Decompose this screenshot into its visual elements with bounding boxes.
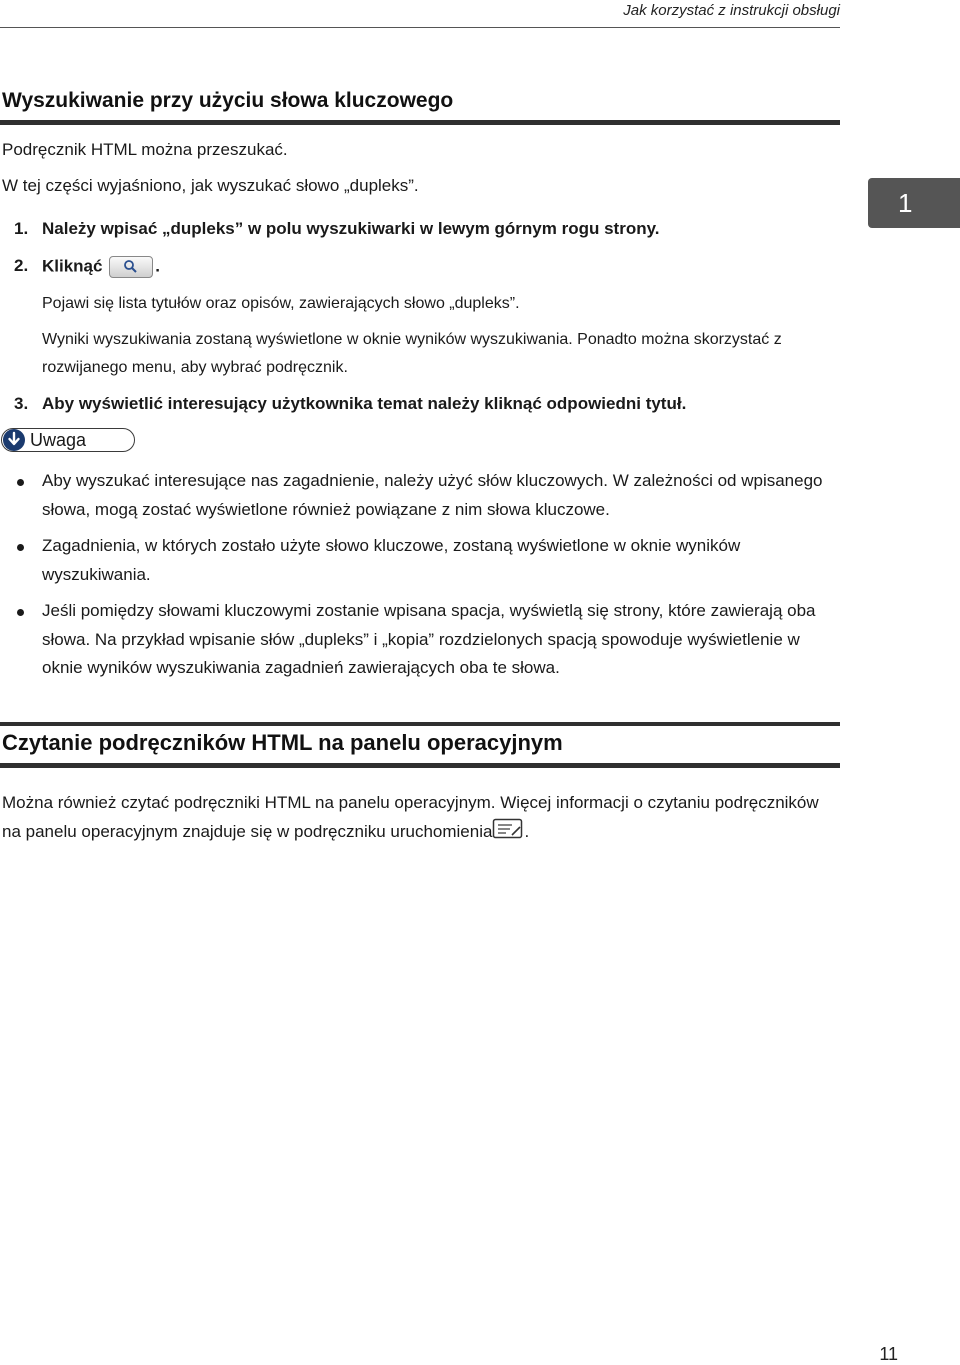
section-title-search: Wyszukiwanie przy użyciu słowa kluczowego [2,89,454,112]
bullet-dot [17,544,24,551]
step-3-text: Aby wyświetlić interesujący użytkownika temat należy kliknąć odpowiedni tytuł. [42,394,687,413]
header-divider [0,27,840,28]
step-number: 3. [14,394,29,413]
note-bullet-3: Jeśli pomiędzy słowami kluczowymi zostanie wpisana spacja, wyświetlą się strony, które zawierają oba słowa. Na przykład wpisanie słów „dupleks” i „kopia” rozdzielonych spacją spowoduje wyświetlenie w oknie wyników wyszukiwania zagadnień zawierających oba te słowa. [42,601,816,677]
step-1-text: Należy wpisać „dupleks” w polu wyszukiwarki w lewym górnym rogu strony. [42,219,660,238]
page-number: 11 [879,1344,898,1364]
search-button[interactable] [109,256,153,278]
running-header: Jak korzystać z instrukcji obsługi [623,2,840,19]
panel-reading-period: . [524,822,530,841]
section-divider-top [0,722,840,726]
step-2-description: Wyniki wyszukiwania zostaną wyświetlone w oknie wyników wyszukiwania. Ponadto można skorzystać z rozwijanego menu, aby wybrać podręcznik. [42,331,782,376]
intro-paragraph-1: Podręcznik HTML można przeszukać. [2,140,288,159]
section-divider [0,763,840,768]
step-number: 1. [14,219,29,238]
note-label: Uwaga [30,430,87,450]
step-2-label: Kliknąć [42,256,103,276]
bullet-dot [17,479,24,486]
intro-paragraph-2: W tej części wyjaśniono, jak wyszukać słowo „dupleks”. [2,176,419,195]
note-bullet-1: Aby wyszukać interesujące nas zagadnienie, należy użyć słów kluczowych. W zależności od wpisanego słowa, mogą zostać wyświetlone również powiązane z nim słowa kluczowe. [42,471,823,519]
panel-reading-paragraph [2,788,822,846]
search-icon [110,257,152,277]
note-heading [1,428,135,452]
step-2-text [42,256,160,278]
step-2-result: Pojawi się lista tytułów oraz opisów, zawierających słowo „dupleks”. [42,295,520,312]
bullet-dot [17,609,24,616]
panel-reading-text: Można również czytać podręczniki HTML na panelu operacyjnym. Więcej informacji o czytaniu podręczników na panelu operacyjnym znajduje się w podręczniku uruchomienia [2,793,819,841]
step-2-period: . [155,256,160,276]
manual-book-icon [492,818,524,840]
note-arrow-icon [2,427,28,453]
chapter-tab: 1 [868,178,960,228]
section-divider [0,120,840,125]
section-title-panel: Czytanie podręczników HTML na panelu operacyjnym [2,730,563,755]
step-number: 2. [14,256,29,275]
note-bullet-2: Zagadnienia, w których zostało użyte słowo kluczowe, zostaną wyświetlone w oknie wyników wyszukiwania. [42,536,741,584]
